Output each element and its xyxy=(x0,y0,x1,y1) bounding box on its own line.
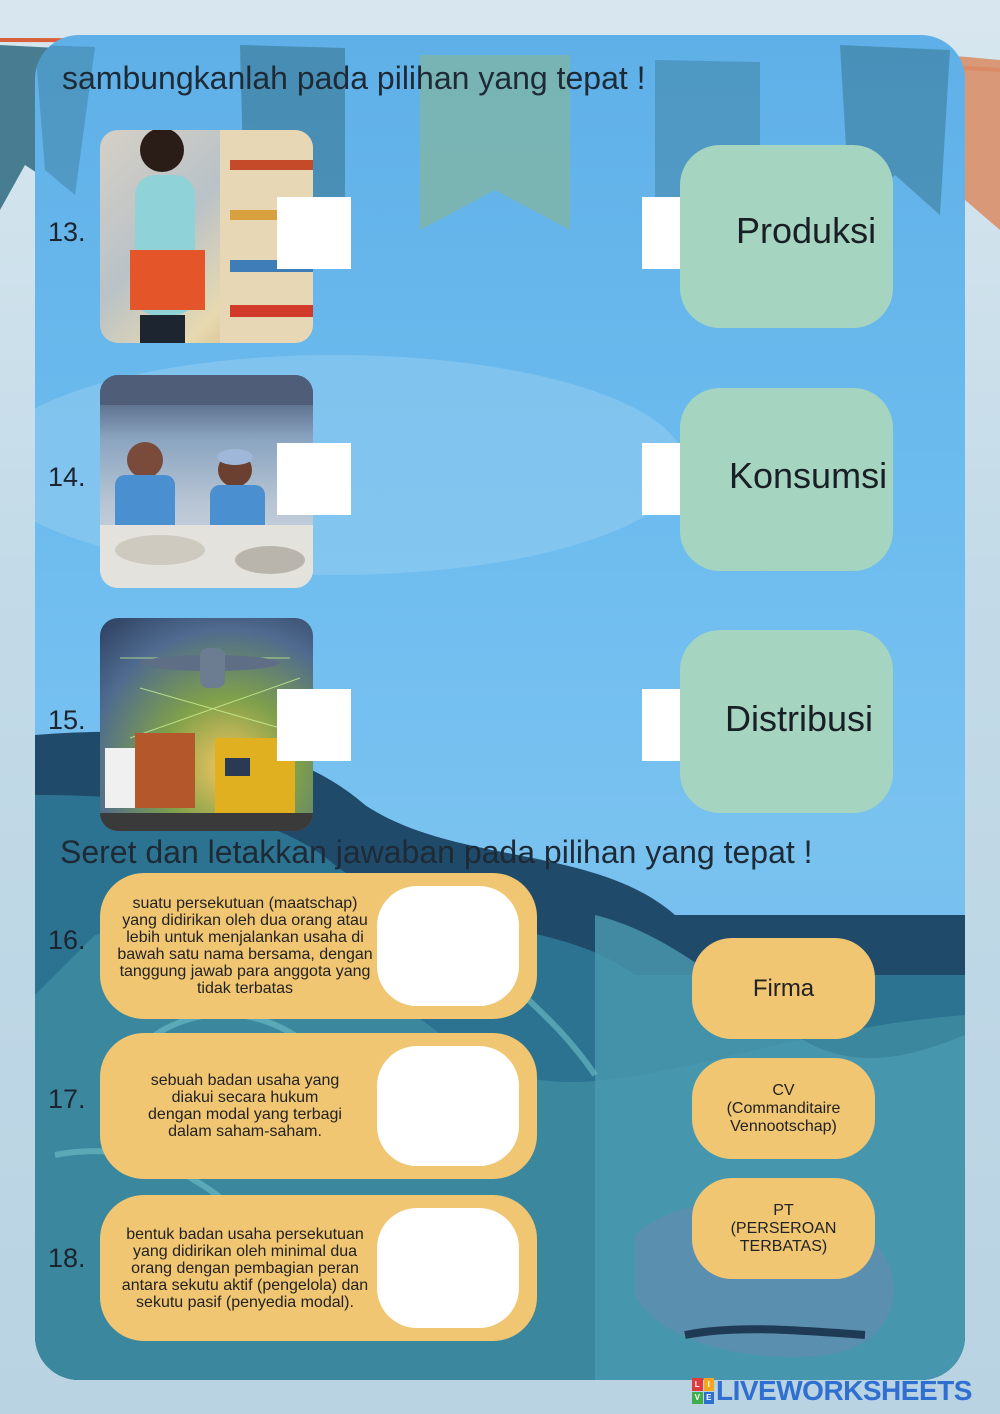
question-number: 17. xyxy=(48,1084,86,1114)
brand-text: LIVEWORKSHEETS xyxy=(716,1375,972,1406)
definition-text: sebuah badan usaha yang diakui secara hukum dengan modal yang terbagi dalam saham-saham. xyxy=(148,1072,342,1140)
definition-text: suatu persekutuan (maatschap) yang didirikan oleh dua orang atau lebih untuk menjalankan usaha di bawah satu nama bersama, dengan tanggung jawab para anggota yang tidak terbatas xyxy=(117,895,373,997)
live-badge-icon: L I V E xyxy=(692,1378,714,1404)
definition-card-17 xyxy=(100,1033,537,1179)
question-number: 15. xyxy=(48,705,86,735)
question-number: 18. xyxy=(48,1243,86,1273)
answer-label-distribusi: Distribusi xyxy=(725,698,874,739)
match-slot-left-15[interactable] xyxy=(277,689,351,761)
question-number: 13. xyxy=(48,217,86,247)
question-number: 16. xyxy=(48,925,86,955)
answer-label-konsumsi: Konsumsi xyxy=(729,455,888,496)
drop-zone-16[interactable] xyxy=(377,886,519,1006)
draggable-option-firma[interactable]: Firma xyxy=(692,938,875,1039)
definition-card-18 xyxy=(100,1195,537,1341)
liveworksheets-logo xyxy=(692,1374,972,1408)
definition-card-16 xyxy=(100,873,537,1019)
drop-zone-18[interactable] xyxy=(377,1208,519,1328)
instruction-heading-2: Seret dan letakkan jawaban pada pilihan yang tepat ! xyxy=(60,834,813,870)
answer-label-produksi: Produksi xyxy=(736,210,877,251)
match-slot-left-14[interactable] xyxy=(277,443,351,515)
match-slot-left-13[interactable] xyxy=(277,197,351,269)
definition-text: bentuk badan usaha persekutuan yang didirikan oleh minimal dua orang dengan pembagian peran antara sekutu aktif (pengelola) dan sekutu pasif (penyedia modal). xyxy=(121,1225,369,1311)
drop-zone-17[interactable] xyxy=(377,1046,519,1166)
draggable-option-cv[interactable]: CV (Commanditaire Vennootschap) xyxy=(692,1058,875,1159)
question-number: 14. xyxy=(48,462,86,492)
instruction-heading-1: sambungkanlah pada pilihan yang tepat ! xyxy=(62,60,646,96)
draggable-option-pt[interactable]: PT (PERSEROAN TERBATAS) xyxy=(692,1178,875,1279)
